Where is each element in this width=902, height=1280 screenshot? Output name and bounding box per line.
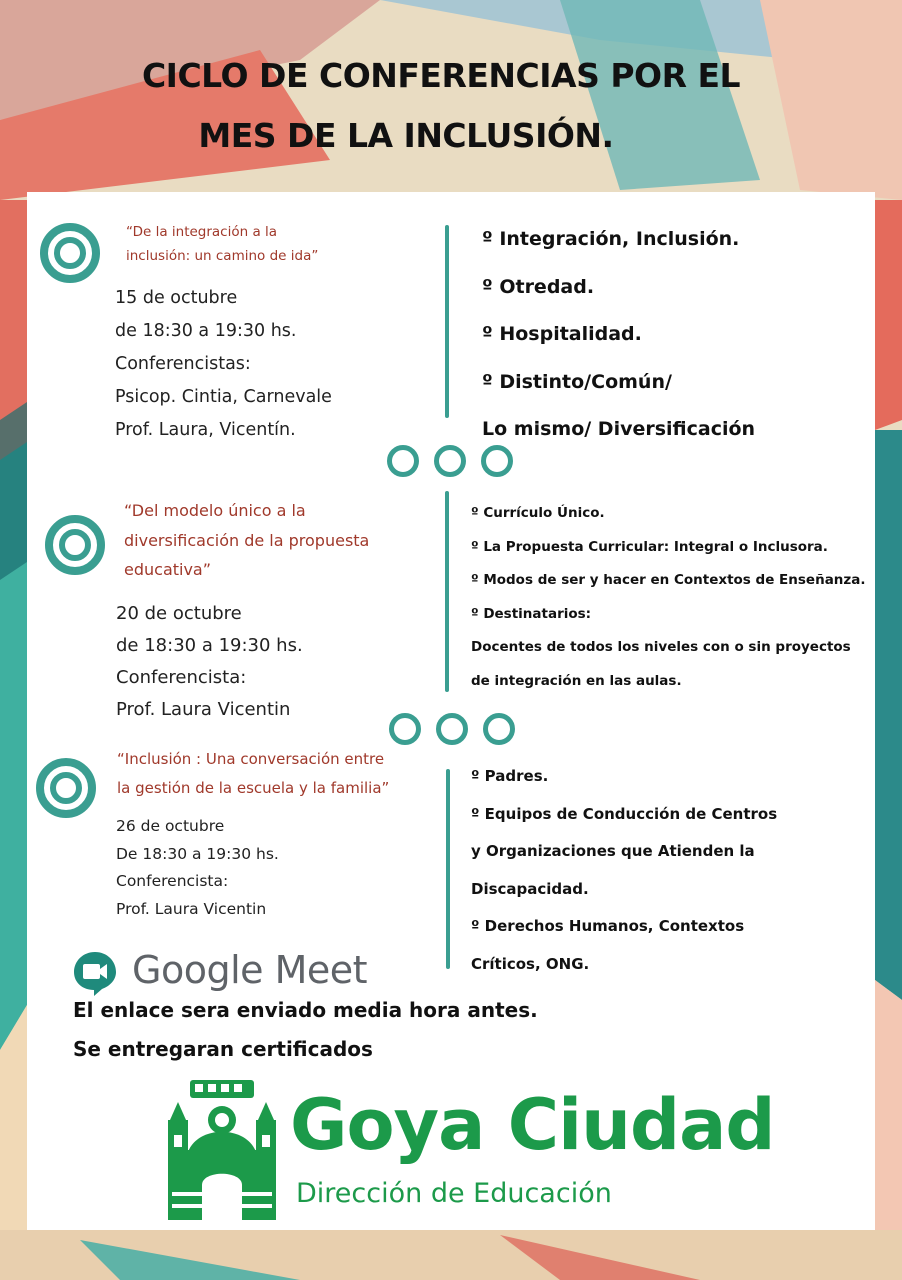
separator-dot-icon	[481, 445, 513, 477]
conference3-topic: Discapacidad.	[471, 879, 589, 898]
conference3-quote-line1: “Inclusión : Una conversación entre	[117, 750, 385, 768]
target-ring-icon	[45, 515, 105, 575]
conference2-topic: º Modos de ser y hacer en Contextos de Enseñanza.	[471, 572, 866, 589]
conference3-topic: º Equipos de Conducción de Centros	[471, 804, 778, 823]
conference2-topics	[471, 497, 866, 699]
conference3-speakers-label: Conferencista:	[116, 872, 229, 890]
separator-dot-icon	[434, 445, 466, 477]
conference3-topic: º Padres.	[471, 767, 549, 785]
google-meet-label: Google Meet	[132, 948, 368, 992]
conference1-speaker1: Psicop. Cintia, Carnevale	[115, 387, 332, 407]
conference2-time: de 18:30 a 19:30 hs.	[116, 635, 303, 656]
divider-line	[445, 491, 449, 692]
separator-dot-icon	[387, 445, 419, 477]
conference1-date: 15 de octubre	[115, 288, 238, 308]
page-title-line2: MES DE LA INCLUSIÓN.	[198, 116, 614, 155]
conference2-topic: Docentes de todos los niveles con o sin proyectos	[471, 639, 851, 656]
conference1-info	[115, 282, 332, 447]
conference2-quote	[124, 496, 369, 585]
google-meet-icon	[72, 950, 118, 996]
conference1-quote-line1: “De la integración a la	[126, 224, 278, 240]
conference2-topic: º Currículo Único.	[471, 505, 605, 521]
divider-line	[445, 225, 449, 418]
conference3-topic: y Organizaciones que Atienden la	[471, 842, 755, 860]
conference1-speaker2: Prof. Laura, Vicentín.	[115, 420, 296, 440]
target-ring-icon	[36, 758, 96, 818]
conference2-topic: º Destinatarios:	[471, 605, 592, 622]
conference2-speaker1: Prof. Laura Vicentin	[116, 699, 291, 720]
link-note: El enlace sera enviado media hora antes.	[73, 998, 538, 1022]
brand-department: Dirección de Educación	[296, 1178, 612, 1209]
conference2-topic: º La Propuesta Curricular: Integral o Inclusora.	[471, 538, 828, 555]
conference1-topic: º Otredad.	[482, 275, 595, 298]
page-title-line1: CICLO DE CONFERENCIAS POR EL	[141, 56, 741, 95]
conference3-speaker1: Prof. Laura Vicentin	[116, 899, 267, 918]
conference1-speakers-label: Conferencistas:	[115, 354, 251, 374]
conference1-topic: º Integración, Inclusión.	[482, 228, 740, 250]
target-ring-icon	[40, 223, 100, 283]
conference1-topic: º Hospitalidad.	[482, 323, 642, 345]
certificates-note: Se entregaran certificados	[73, 1037, 373, 1061]
conference3-topic: º Derechos Humanos, Contextos	[471, 917, 745, 935]
conference2-info	[116, 598, 303, 726]
brand-name: Goya Ciudad	[290, 1084, 775, 1166]
conference2-date: 20 de octubre	[116, 603, 242, 624]
separator-dot-icon	[483, 713, 515, 745]
divider-line	[446, 769, 450, 969]
conference1-topics	[482, 216, 755, 454]
conference1-topic: º Distinto/Común/	[482, 370, 672, 393]
conference2-quote-line3: educativa”	[124, 560, 212, 579]
conference3-quote-line2: la gestión de la escuela y la familia”	[117, 778, 390, 797]
conference2-topic: de integración en las aulas.	[471, 672, 682, 689]
conference1-quote	[126, 220, 318, 268]
city-hall-seal-icon	[168, 1080, 276, 1220]
conference1-quote-line2: inclusión: un camino de ida”	[126, 248, 319, 264]
conference3-topics	[471, 758, 777, 983]
conference3-time: De 18:30 a 19:30 hs.	[116, 844, 279, 863]
conference2-speakers-label: Conferencista:	[116, 667, 247, 688]
conference3-info	[116, 813, 279, 923]
conference3-date: 26 de octubre	[116, 817, 225, 835]
conference2-quote-line2: diversificación de la propuesta	[124, 530, 370, 550]
conference1-time: de 18:30 a 19:30 hs.	[115, 321, 297, 341]
separator-dot-icon	[436, 713, 468, 745]
conference3-topic: Críticos, ONG.	[471, 954, 590, 973]
conference2-quote-line1: “Del modelo único a la	[124, 501, 306, 520]
separator-dot-icon	[389, 713, 421, 745]
conference1-topic: Lo mismo/ Diversificación	[482, 418, 756, 440]
conference3-quote	[117, 745, 389, 802]
